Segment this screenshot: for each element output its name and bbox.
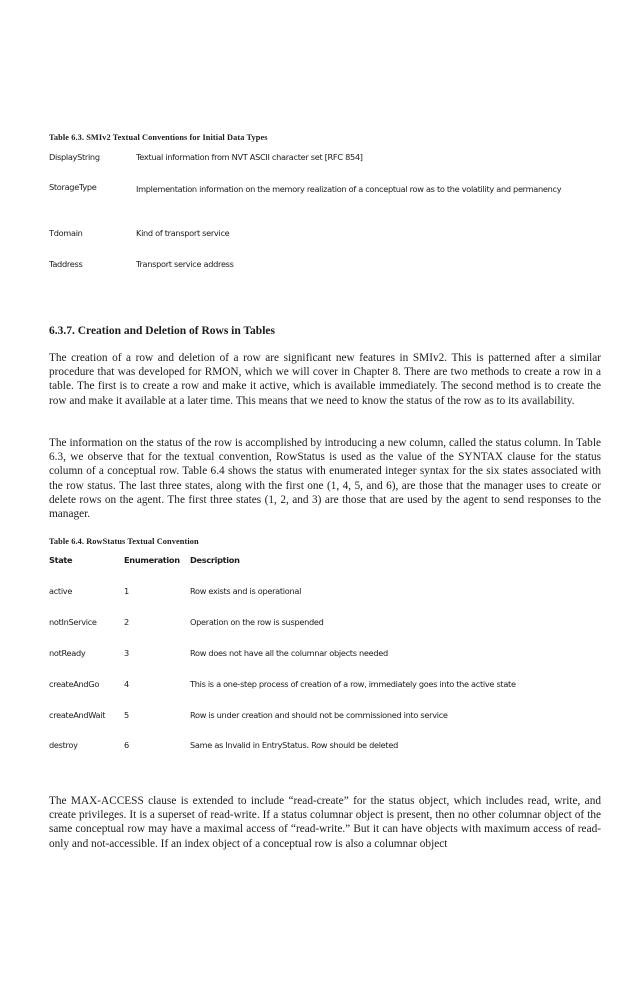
table-6-3-caption: Table 6.3. SMIv2 Textual Conventions for Initial Data Types — [49, 133, 268, 142]
paragraph: The creation of a row and deletion of a row are significant new features in SMIv2. This is patterned after a similar procedure that was developed for RMON, which we will cover in Chapter 8. There are two methods to create a row in a table. The first is to create a row and make it active, which is available immediately. The second method is to create the row and make it available at a later time. This means that we need to know the status of the row as to its availability. — [49, 352, 601, 407]
description-cell: This is a one-step process of creation of a row, immediately goes into the active state — [190, 679, 516, 689]
state-cell: notReady — [49, 648, 86, 658]
enumeration-cell: 1 — [124, 586, 129, 596]
table-6-3-row-name: Tdomain — [49, 228, 83, 238]
table-6-3-row-name: DisplayString — [49, 152, 100, 162]
table-header-enumeration: Enumeration — [124, 555, 180, 565]
state-cell: destroy — [49, 740, 78, 750]
paragraph: The MAX-ACCESS clause is extended to include “read-create” for the status object, which includes read, write, and create privileges. It is a superset of read-write. If a status columnar object is present, then no other columnar object of the same conceptual row may have a maximal access of “read-write.” But it can have objects with maximum access of read-only and not-accessible. If an index object of a conceptual row is also a columnar object — [49, 795, 601, 850]
section-heading: 6.3.7. Creation and Deletion of Rows in Tables — [49, 325, 275, 337]
state-cell: createAndWait — [49, 710, 106, 720]
table-header-state: State — [49, 555, 73, 565]
paragraph: The information on the status of the row is accomplished by introducing a new column, called the status column. In Table 6.3, we observe that for the textual convention, RowStatus is used as the value of the SYNTAX clause for the status column of a conceptual row. Table 6.4 shows the status with enumerated integer syntax for the six states associated with the row status. The last three states, along with the first one (1, 4, 5, and 6), are those that the manager uses to create or delete rows on the agent. The first three states (1, 2, and 3) are those that are used by the agent to send responses to the manager. — [49, 437, 601, 521]
description-cell: Same as Invalid in EntryStatus. Row should be deleted — [190, 740, 398, 750]
state-cell: notInService — [49, 617, 97, 627]
table-6-3-row-name: Taddress — [49, 259, 83, 269]
table-6-3-row-desc: Textual information from NVT ASCII character set [RFC 854] — [136, 152, 363, 162]
description-cell: Row is under creation and should not be commissioned into service — [190, 710, 448, 720]
enumeration-cell: 2 — [124, 617, 129, 627]
description-cell: Row does not have all the columnar objects needed — [190, 648, 388, 658]
table-6-4-caption: Table 6.4. RowStatus Textual Convention — [49, 537, 199, 546]
enumeration-cell: 5 — [124, 710, 129, 720]
state-cell: createAndGo — [49, 679, 100, 689]
enumeration-cell: 6 — [124, 740, 129, 750]
enumeration-cell: 4 — [124, 679, 129, 689]
description-cell: Operation on the row is suspended — [190, 617, 324, 627]
table-6-3-row-desc: Kind of transport service — [136, 228, 230, 238]
table-header-description: Description — [190, 555, 240, 565]
table-6-3-row-name: StorageType — [49, 182, 97, 192]
description-cell: Row exists and is operational — [190, 586, 302, 596]
table-6-3-row-desc: Implementation information on the memory realization of a conceptual row as to the volatility and permanency — [136, 184, 562, 194]
state-cell: active — [49, 586, 73, 596]
table-6-3-row-desc: Transport service address — [136, 259, 234, 269]
enumeration-cell: 3 — [124, 648, 129, 658]
